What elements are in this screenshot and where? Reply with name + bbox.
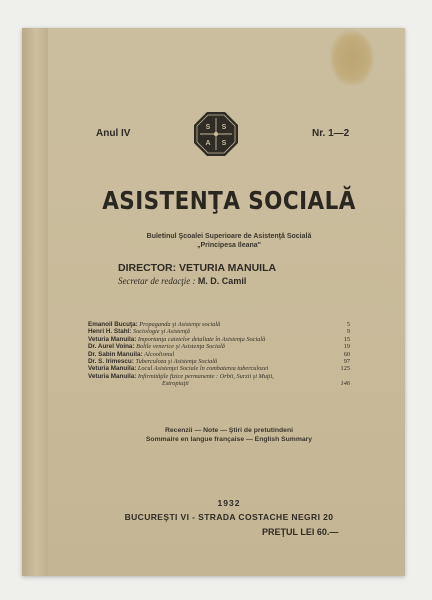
logo-letter: A — [205, 140, 211, 147]
ssas-emblem-logo — [192, 110, 240, 158]
price-label: PREŢUL LEI 60.— — [262, 527, 339, 537]
toc-title: Importanţa caietelor detaliate în Asistenţa Socială — [137, 335, 266, 343]
toc-entry — [88, 328, 350, 335]
logo-letter: S — [205, 124, 211, 131]
toc-title: Sociologie şi Asistenţă — [132, 328, 190, 336]
toc-page: 9 — [346, 328, 350, 336]
toc-author: Dr. S. Irimescu: — [88, 358, 134, 366]
toc-author: Dr. Aurel Voina: — [88, 343, 135, 351]
toc-entry — [88, 365, 350, 372]
toc-entry — [88, 373, 350, 380]
issue-label: Nr. 1—2 — [312, 128, 350, 139]
toc-author: Veturia Manuila: — [88, 335, 137, 343]
toc-title: Propaganda şi Asistenţe socială — [139, 321, 221, 328]
director-line: DIRECTOR: VETURIA MANUILA — [118, 262, 277, 274]
book-spine — [22, 28, 49, 576]
toc-title: Tuberculoza şi Asistenţa Socială — [135, 358, 218, 366]
volume-label: Anul IV — [96, 128, 131, 139]
journal-subtitle-patron: „Principesa Ileana" — [196, 242, 261, 249]
toc-entry — [88, 321, 350, 328]
logo-letter: S — [221, 124, 227, 131]
toc-entry — [88, 343, 350, 350]
toc-author: Veturia Manuila: — [88, 372, 137, 380]
toc-title: Alcoolismul — [144, 350, 175, 358]
toc-author: Veturia Manuila: — [88, 365, 137, 373]
journal-title: ASISTENŢA SOCIALĂ — [102, 186, 356, 215]
toc-title: Bolile venerice şi Asistenţa Socială — [136, 343, 225, 351]
toc-page: 60 — [343, 350, 350, 358]
toc-page: 19 — [343, 343, 350, 351]
toc-entry — [88, 358, 350, 365]
table-of-contents — [88, 321, 350, 388]
summary-languages: Sommaire en langue française — English Summary — [145, 436, 313, 443]
misc-sections: Recenzii — Note — Ştiri de pretutindeni — [164, 427, 294, 434]
toc-page: 5 — [346, 321, 350, 328]
toc-author: Emanoil Bucuţa: — [88, 321, 138, 328]
toc-author: Dr. Sabin Manuila: — [88, 350, 143, 358]
toc-title: Estropiaţii — [162, 380, 189, 388]
toc-page: 97 — [343, 358, 350, 366]
water-stain — [330, 30, 374, 86]
toc-author: Henri H. Stahl: — [88, 328, 132, 336]
secretary-name: M. D. Camil — [197, 276, 247, 286]
toc-entry — [88, 351, 350, 358]
publication-year: 1932 — [217, 498, 241, 508]
publisher-address: BUCUREŞTI VI - STRADA COSTACHE NEGRI 20 — [124, 512, 334, 522]
secretary-label: Secretar de redacţie : — [118, 276, 196, 286]
toc-page: 146 — [340, 380, 350, 388]
toc-entry — [88, 336, 350, 343]
toc-title: Locul Asistenţei Sociale în combaterea tuberculozei — [137, 365, 269, 373]
toc-page: 125 — [340, 365, 350, 373]
journal-subtitle: Buletinul Şcoalei Superioare de Asistenţă Socială — [146, 233, 312, 240]
toc-title: Infirmităţile fizice permanente : Orbii, Surzii şi Muţii, — [137, 372, 274, 380]
logo-letter: S — [221, 140, 227, 147]
toc-entry-continuation — [88, 380, 350, 387]
secretary-line — [118, 276, 246, 286]
toc-page: 15 — [343, 335, 350, 343]
